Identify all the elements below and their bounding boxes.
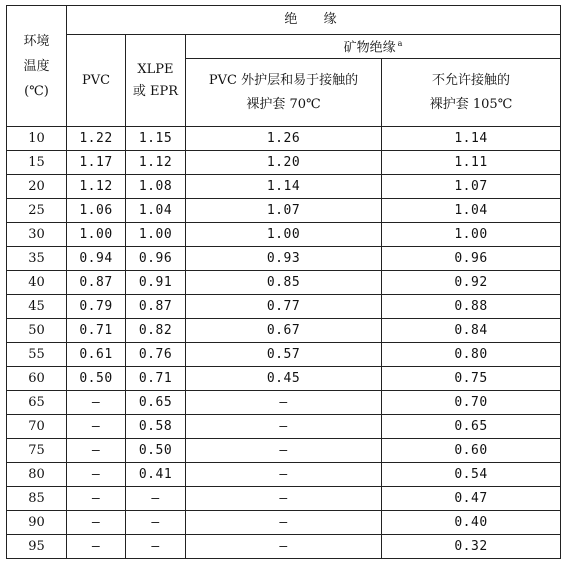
cell-mineral-70: 0.85 xyxy=(186,271,382,295)
cell-mineral-70: 0.57 xyxy=(186,343,382,367)
cell-mineral-70: 0.93 xyxy=(186,247,382,271)
cell-pvc: 0.71 xyxy=(67,319,126,343)
table-row xyxy=(7,247,561,271)
cell-xlpe-epr: 0.87 xyxy=(126,295,186,319)
header-xlpe-epr xyxy=(126,35,186,127)
cell-temperature: 35 xyxy=(7,247,67,271)
cell-mineral-70: — xyxy=(186,487,382,511)
table-row xyxy=(7,439,561,463)
header-insulation-label: 绝 缘 xyxy=(284,12,343,27)
cell-mineral-105: 0.75 xyxy=(382,367,561,391)
cell-xlpe-epr: 0.82 xyxy=(126,319,186,343)
cell-mineral-105: 0.96 xyxy=(382,247,561,271)
cell-pvc: — xyxy=(67,487,126,511)
cell-xlpe-epr: 1.15 xyxy=(126,127,186,151)
cell-xlpe-epr: 1.04 xyxy=(126,199,186,223)
table-row xyxy=(7,367,561,391)
cell-temperature: 85 xyxy=(7,487,67,511)
header-ambient-temperature-label: 环境 温度 (℃) xyxy=(23,33,50,99)
cell-mineral-70: — xyxy=(186,463,382,487)
cell-mineral-70: 1.26 xyxy=(186,127,382,151)
cell-pvc: — xyxy=(67,439,126,463)
cell-mineral-70: — xyxy=(186,391,382,415)
cell-xlpe-epr: — xyxy=(126,535,186,559)
cell-pvc: — xyxy=(67,463,126,487)
cell-xlpe-epr: 0.96 xyxy=(126,247,186,271)
cell-mineral-70: 1.07 xyxy=(186,199,382,223)
table-row xyxy=(7,223,561,247)
header-xlpe-epr-label: XLPE 或 EPR xyxy=(132,61,179,99)
table-row xyxy=(7,199,561,223)
cell-mineral-105: 0.47 xyxy=(382,487,561,511)
correction-factor-table-container xyxy=(6,5,560,577)
table-row xyxy=(7,463,561,487)
cell-mineral-105: 0.70 xyxy=(382,391,561,415)
cell-mineral-105: 0.84 xyxy=(382,319,561,343)
header-pvc-label: PVC xyxy=(81,72,111,88)
cell-pvc: — xyxy=(67,535,126,559)
cell-mineral-105: 0.40 xyxy=(382,511,561,535)
header-mineral-insulation-label: 矿物绝缘 xyxy=(343,40,396,56)
cell-temperature: 20 xyxy=(7,175,67,199)
cell-temperature: 75 xyxy=(7,439,67,463)
table-row xyxy=(7,319,561,343)
cell-temperature: 80 xyxy=(7,463,67,487)
cell-xlpe-epr: 0.71 xyxy=(126,367,186,391)
cell-mineral-105: 1.07 xyxy=(382,175,561,199)
table-row xyxy=(7,343,561,367)
cell-pvc: 1.22 xyxy=(67,127,126,151)
cell-mineral-70: — xyxy=(186,535,382,559)
cell-mineral-70: 1.00 xyxy=(186,223,382,247)
cell-mineral-105: 1.00 xyxy=(382,223,561,247)
header-mineral-touchable-label: PVC 外护层和易于接触的 裸护套 70℃ xyxy=(208,72,359,112)
cell-temperature: 30 xyxy=(7,223,67,247)
cell-mineral-105: 0.54 xyxy=(382,463,561,487)
cell-mineral-70: — xyxy=(186,415,382,439)
cell-mineral-105: 0.80 xyxy=(382,343,561,367)
cell-mineral-70: 0.67 xyxy=(186,319,382,343)
table-row xyxy=(7,151,561,175)
header-insulation xyxy=(67,6,561,35)
header-pvc xyxy=(67,35,126,127)
cell-temperature: 50 xyxy=(7,319,67,343)
correction-factor-table xyxy=(6,5,561,559)
cell-temperature: 70 xyxy=(7,415,67,439)
cell-mineral-105: 0.88 xyxy=(382,295,561,319)
cell-temperature: 25 xyxy=(7,199,67,223)
cell-mineral-105: 0.65 xyxy=(382,415,561,439)
header-mineral-not-touchable xyxy=(382,59,561,127)
cell-mineral-105: 0.92 xyxy=(382,271,561,295)
cell-xlpe-epr: — xyxy=(126,511,186,535)
cell-mineral-70: — xyxy=(186,511,382,535)
cell-xlpe-epr: 1.08 xyxy=(126,175,186,199)
cell-xlpe-epr: 0.76 xyxy=(126,343,186,367)
table-row xyxy=(7,415,561,439)
cell-xlpe-epr: 0.65 xyxy=(126,391,186,415)
cell-temperature: 60 xyxy=(7,367,67,391)
cell-temperature: 45 xyxy=(7,295,67,319)
cell-pvc: 1.17 xyxy=(67,151,126,175)
cell-mineral-70: 1.20 xyxy=(186,151,382,175)
cell-temperature: 40 xyxy=(7,271,67,295)
cell-xlpe-epr: 0.50 xyxy=(126,439,186,463)
cell-mineral-105: 0.32 xyxy=(382,535,561,559)
cell-pvc: 1.00 xyxy=(67,223,126,247)
cell-pvc: 0.61 xyxy=(67,343,126,367)
table-row xyxy=(7,535,561,559)
cell-pvc: — xyxy=(67,391,126,415)
header-mineral-footnote-mark: a xyxy=(397,39,403,49)
cell-pvc: 0.50 xyxy=(67,367,126,391)
cell-xlpe-epr: 0.41 xyxy=(126,463,186,487)
cell-xlpe-epr: 0.58 xyxy=(126,415,186,439)
cell-mineral-105: 1.14 xyxy=(382,127,561,151)
cell-mineral-70: 0.45 xyxy=(186,367,382,391)
table-row xyxy=(7,271,561,295)
table-body xyxy=(7,127,561,559)
table-row xyxy=(7,391,561,415)
cell-temperature: 95 xyxy=(7,535,67,559)
cell-xlpe-epr: — xyxy=(126,487,186,511)
cell-temperature: 65 xyxy=(7,391,67,415)
cell-pvc: 0.87 xyxy=(67,271,126,295)
table-row xyxy=(7,295,561,319)
table-row xyxy=(7,487,561,511)
cell-mineral-70: 1.14 xyxy=(186,175,382,199)
cell-mineral-70: 0.77 xyxy=(186,295,382,319)
cell-temperature: 90 xyxy=(7,511,67,535)
header-ambient-temperature xyxy=(7,6,67,127)
cell-xlpe-epr: 0.91 xyxy=(126,271,186,295)
header-mineral-insulation xyxy=(186,35,561,59)
cell-xlpe-epr: 1.00 xyxy=(126,223,186,247)
cell-pvc: — xyxy=(67,511,126,535)
cell-pvc: 1.12 xyxy=(67,175,126,199)
table-header xyxy=(7,6,561,127)
table-row xyxy=(7,175,561,199)
cell-pvc: 0.94 xyxy=(67,247,126,271)
cell-pvc: 1.06 xyxy=(67,199,126,223)
header-mineral-not-touchable-label: 不允许接触的 裸护套 105℃ xyxy=(429,72,513,112)
table-row xyxy=(7,127,561,151)
cell-pvc: — xyxy=(67,415,126,439)
cell-mineral-105: 1.04 xyxy=(382,199,561,223)
cell-xlpe-epr: 1.12 xyxy=(126,151,186,175)
cell-temperature: 10 xyxy=(7,127,67,151)
cell-mineral-105: 0.60 xyxy=(382,439,561,463)
table-row xyxy=(7,511,561,535)
cell-mineral-70: — xyxy=(186,439,382,463)
cell-temperature: 15 xyxy=(7,151,67,175)
cell-mineral-105: 1.11 xyxy=(382,151,561,175)
cell-temperature: 55 xyxy=(7,343,67,367)
header-mineral-touchable xyxy=(186,59,382,127)
cell-pvc: 0.79 xyxy=(67,295,126,319)
